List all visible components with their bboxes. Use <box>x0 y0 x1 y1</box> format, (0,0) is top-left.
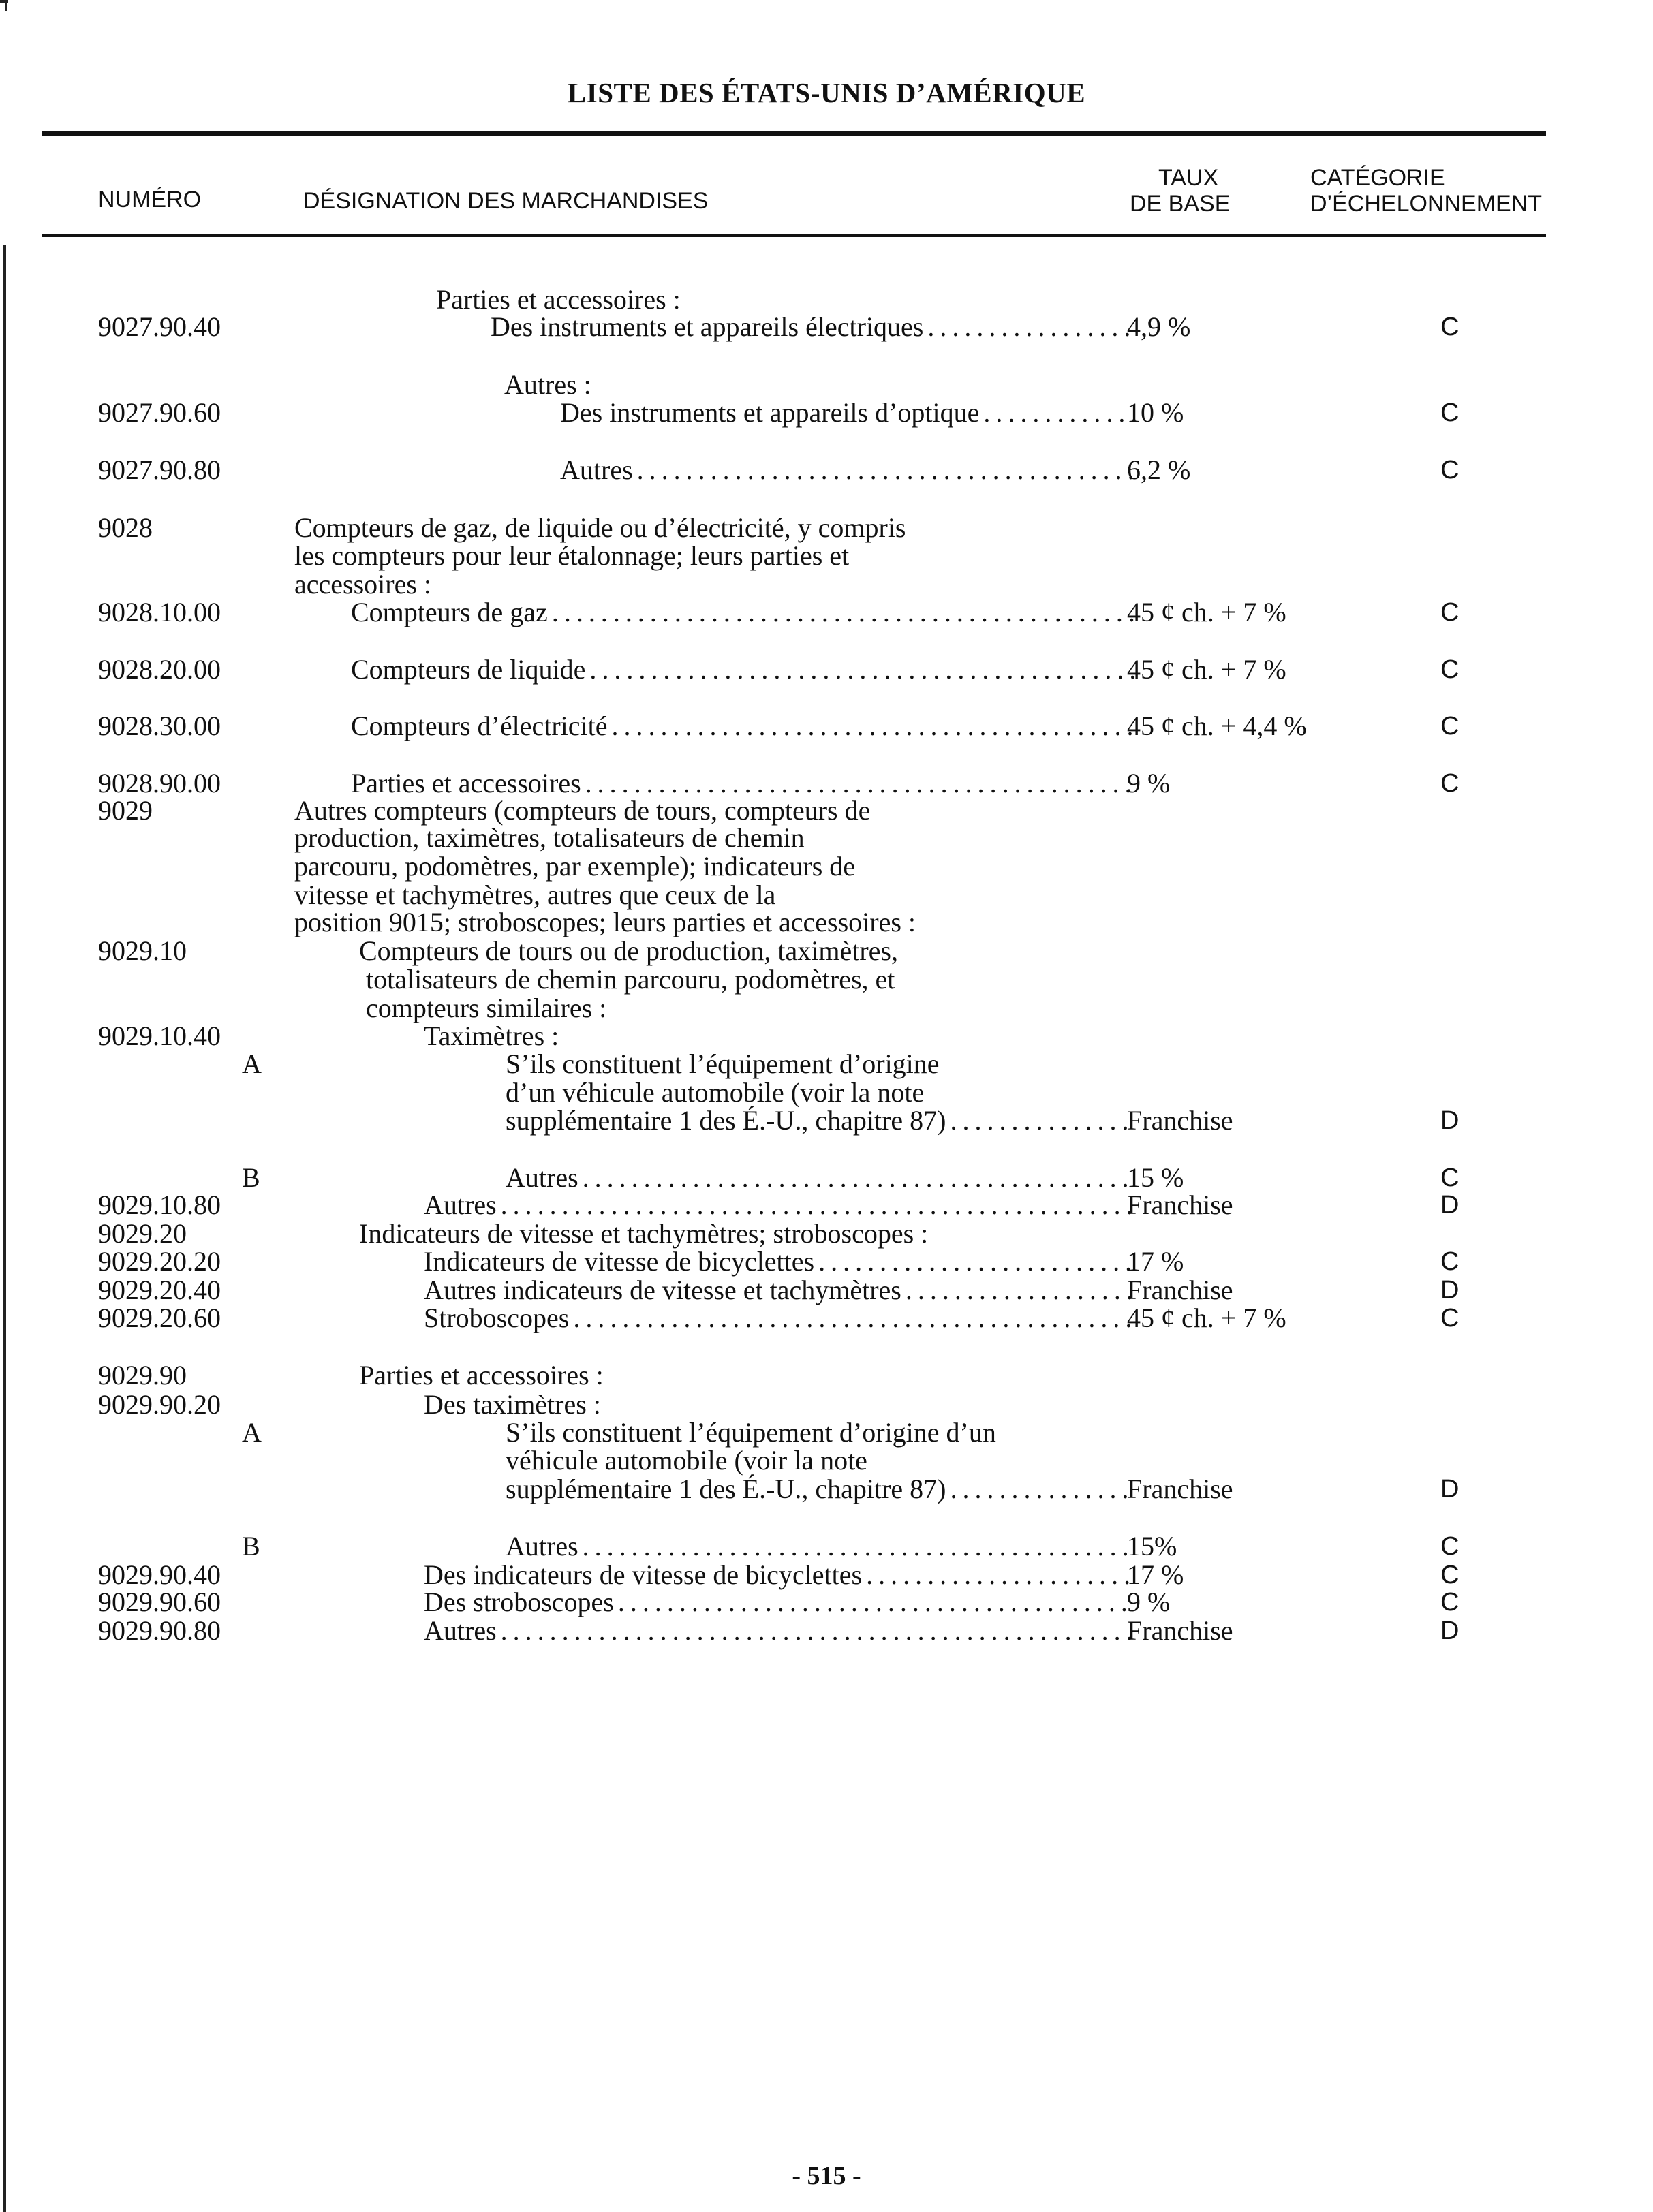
table-row <box>0 1190 1653 1220</box>
goods-description: Des taximètres : <box>424 1389 601 1420</box>
table-row <box>0 1275 1653 1305</box>
table-row <box>0 398 1653 428</box>
heading-number: 9027.90.40 <box>98 311 221 342</box>
heading-number: 9029.10.40 <box>98 1021 221 1051</box>
staging-category: C <box>1440 1304 1459 1333</box>
base-rate: 45 ¢ ch. + 7 % <box>1127 597 1286 627</box>
heading-number: 9029.20.20 <box>98 1246 221 1277</box>
base-rate: 15% <box>1127 1531 1177 1561</box>
table-row <box>0 907 1653 937</box>
dot-leader: ...................... <box>866 1559 1137 1590</box>
base-rate: Franchise <box>1127 1615 1233 1646</box>
heading-number: 9028.10.00 <box>98 597 221 627</box>
dot-leader: ................. <box>927 311 1137 342</box>
table-row <box>0 1616 1653 1646</box>
goods-description: Compteurs d’électricité <box>351 711 608 741</box>
heading-number: 9027.90.60 <box>98 397 221 428</box>
table-row <box>0 823 1653 853</box>
goods-description: supplémentaire 1 des É.-U., chapitre 87) <box>506 1474 946 1504</box>
heading-number: 9029.90 <box>98 1360 187 1390</box>
dot-leader: .................................................... <box>500 1615 1139 1646</box>
heading-number: 9029.20.60 <box>98 1303 221 1333</box>
table-row <box>0 1531 1653 1561</box>
staging-category: D <box>1440 1276 1459 1305</box>
column-header-categorie-line2: D’ÉCHELONNEMENT <box>1310 191 1543 217</box>
table-row <box>0 768 1653 798</box>
dot-leader: .............................................. <box>573 1303 1138 1333</box>
goods-description: Autres <box>506 1531 578 1561</box>
goods-description: d’un véhicule automobile (voir la note <box>506 1077 925 1108</box>
table-row <box>0 796 1653 826</box>
table-row <box>0 1219 1653 1249</box>
table-row <box>0 1106 1653 1136</box>
base-rate: 4,9 % <box>1127 311 1191 342</box>
heading-number: 9029 <box>98 795 153 826</box>
goods-description: véhicule automobile (voir la note <box>506 1445 867 1476</box>
base-rate: 45 ¢ ch. + 4,4 % <box>1127 711 1307 741</box>
heading-number: 9029.20.40 <box>98 1275 221 1305</box>
goods-description: Compteurs de gaz <box>351 597 548 627</box>
dot-leader: .................................................... <box>500 1189 1139 1220</box>
table-row <box>0 1360 1653 1390</box>
dot-leader: ............................................. <box>589 654 1142 685</box>
goods-description: Parties et accessoires : <box>436 284 681 315</box>
table-row <box>0 880 1653 910</box>
dot-leader: ............................................. <box>582 1162 1134 1193</box>
goods-description: S’ils constituent l’équipement d’origine <box>506 1048 940 1079</box>
goods-description: Autres <box>506 1162 578 1193</box>
goods-description: Stroboscopes <box>424 1303 570 1333</box>
staging-category: C <box>1440 598 1459 627</box>
staging-category: D <box>1440 1475 1459 1504</box>
dot-leader: .......................................... <box>617 1587 1133 1617</box>
sub-item-letter: A <box>242 1417 262 1448</box>
heading-number: 9029.90.80 <box>98 1615 221 1646</box>
goods-description: vitesse et tachymètres, autres que ceux de la <box>294 879 776 910</box>
table-row <box>0 993 1653 1023</box>
column-header-numero: NUMÉRO <box>98 187 202 213</box>
column-header-categorie-line1: CATÉGORIE <box>1310 165 1445 191</box>
heading-number: 9027.90.80 <box>98 454 221 485</box>
goods-description: Autres : <box>504 369 591 400</box>
sub-item-letter: B <box>242 1531 260 1561</box>
goods-description: les compteurs pour leur étalonnage; leurs parties et <box>294 540 850 571</box>
base-rate: 6,2 % <box>1127 454 1191 485</box>
heading-number: 9028.90.00 <box>98 768 221 798</box>
table-row <box>0 1560 1653 1590</box>
goods-description: totalisateurs de chemin parcouru, podomètres, et <box>366 964 895 995</box>
table-row <box>0 711 1653 741</box>
dot-leader: ......................................... <box>636 454 1140 485</box>
table-row <box>0 655 1653 685</box>
staging-category: C <box>1440 1532 1459 1561</box>
base-rate: Franchise <box>1127 1189 1233 1220</box>
goods-description: Des stroboscopes <box>424 1587 614 1617</box>
goods-description: Autres <box>560 454 633 485</box>
column-header-taux-line1: TAUX <box>1158 165 1219 191</box>
heading-number: 9029.90.60 <box>98 1587 221 1617</box>
goods-description: Parties et accessoires : <box>359 1360 604 1390</box>
staging-category: C <box>1440 456 1459 484</box>
base-rate: 9 % <box>1127 1587 1171 1617</box>
staging-category: C <box>1440 1588 1459 1617</box>
heading-number: 9029.90.20 <box>98 1389 221 1420</box>
base-rate: Franchise <box>1127 1474 1233 1504</box>
dot-leader: ............. <box>983 397 1143 428</box>
goods-description: S’ils constituent l’équipement d’origine d’un <box>506 1417 996 1448</box>
sub-item-letter: A <box>242 1048 262 1079</box>
base-rate: 45 ¢ ch. + 7 % <box>1127 654 1286 685</box>
table-row <box>0 597 1653 627</box>
goods-description: Autres <box>424 1189 497 1220</box>
table-row <box>0 570 1653 599</box>
staging-category: D <box>1440 1106 1459 1135</box>
dot-leader: ............................................. <box>585 768 1137 798</box>
goods-description: Indicateurs de vitesse et tachymètres; stroboscopes : <box>359 1218 929 1249</box>
heading-number: 9029.10 <box>98 935 187 966</box>
staging-category: D <box>1440 1617 1459 1645</box>
heading-number: 9028.30.00 <box>98 711 221 741</box>
goods-description: Indicateurs de vitesse de bicyclettes <box>424 1246 815 1277</box>
goods-description: Des instruments et appareils d’optique <box>560 397 980 428</box>
goods-description: accessoires : <box>294 569 432 599</box>
table-row <box>0 455 1653 485</box>
goods-description: Autres <box>424 1615 497 1646</box>
table-row <box>0 312 1653 342</box>
table-row <box>0 1446 1653 1476</box>
table-row <box>0 370 1653 400</box>
base-rate: 45 ¢ ch. + 7 % <box>1127 1303 1286 1333</box>
base-rate: 10 % <box>1127 397 1184 428</box>
dot-leader: .......................... <box>818 1246 1138 1277</box>
base-rate: 15 % <box>1127 1162 1184 1193</box>
staging-category: C <box>1440 313 1459 341</box>
staging-category: C <box>1440 769 1459 798</box>
goods-description: Autres compteurs (compteurs de tours, compteurs de <box>294 795 871 826</box>
table-row <box>0 541 1653 571</box>
base-rate: Franchise <box>1127 1275 1233 1305</box>
table-row <box>0 1247 1653 1277</box>
staging-category: C <box>1440 1164 1459 1192</box>
staging-category: C <box>1440 655 1459 684</box>
goods-description: Autres indicateurs de vitesse et tachymètres <box>424 1275 901 1305</box>
heading-number: 9028 <box>98 512 153 543</box>
staging-category: C <box>1440 1561 1459 1589</box>
goods-description: Compteurs de liquide <box>351 654 586 685</box>
goods-description: parcouru, podomètres, par exemple); indicateurs de <box>294 851 856 882</box>
goods-description: Taximètres : <box>424 1021 559 1051</box>
base-rate: 17 % <box>1127 1559 1184 1590</box>
goods-description: compteurs similaires : <box>366 993 607 1023</box>
goods-description: position 9015; stroboscopes; leurs parties et accessoires : <box>294 907 916 937</box>
base-rate: 9 % <box>1127 768 1171 798</box>
goods-description: production, taximètres, totalisateurs de chemin <box>294 822 805 853</box>
table-row <box>0 513 1653 543</box>
staging-category: C <box>1440 712 1459 741</box>
heading-number: 9029.10.80 <box>98 1189 221 1220</box>
table-row <box>0 965 1653 995</box>
goods-description: Parties et accessoires <box>351 768 581 798</box>
table-row <box>0 1474 1653 1504</box>
heading-number: 9029.90.40 <box>98 1559 221 1590</box>
page-title: LISTE DES ÉTATS-UNIS D’AMÉRIQUE <box>567 77 1086 108</box>
table-row <box>0 1390 1653 1420</box>
base-rate: 17 % <box>1127 1246 1184 1277</box>
column-header-taux-line2: DE BASE <box>1130 191 1231 217</box>
page-number: - 515 - <box>792 2162 861 2190</box>
goods-description: Compteurs de tours ou de production, taximètres, <box>359 935 898 966</box>
table-row <box>0 1049 1653 1079</box>
staging-category: C <box>1440 399 1459 427</box>
goods-description: Des indicateurs de vitesse de bicyclettes <box>424 1559 863 1590</box>
dot-leader: ............... <box>950 1474 1134 1504</box>
table-row <box>0 1021 1653 1051</box>
table-row <box>0 852 1653 882</box>
goods-description: supplémentaire 1 des É.-U., chapitre 87) <box>506 1105 946 1136</box>
dot-leader: ................................................ <box>551 597 1141 627</box>
column-header-designation: DÉSIGNATION DES MARCHANDISES <box>303 188 709 214</box>
goods-description: Des instruments et appareils électriques <box>491 311 924 342</box>
staging-category: C <box>1440 1247 1459 1276</box>
table-row <box>0 1303 1653 1333</box>
dot-leader: ............... <box>950 1105 1134 1136</box>
dot-leader: ................... <box>905 1275 1139 1305</box>
dot-leader: ............................................. <box>582 1531 1134 1561</box>
table-row <box>0 285 1653 315</box>
table-row <box>0 1163 1653 1193</box>
heading-number: 9029.20 <box>98 1218 187 1249</box>
heading-number: 9028.20.00 <box>98 654 221 685</box>
table-row <box>0 1587 1653 1617</box>
dot-leader: ........................................... <box>611 711 1139 741</box>
base-rate: Franchise <box>1127 1105 1233 1136</box>
table-row <box>0 1078 1653 1108</box>
table-row <box>0 936 1653 966</box>
sub-item-letter: B <box>242 1162 260 1193</box>
table-row <box>0 1418 1653 1448</box>
staging-category: D <box>1440 1191 1459 1219</box>
goods-description: Compteurs de gaz, de liquide ou d’électricité, y compris <box>294 512 906 543</box>
